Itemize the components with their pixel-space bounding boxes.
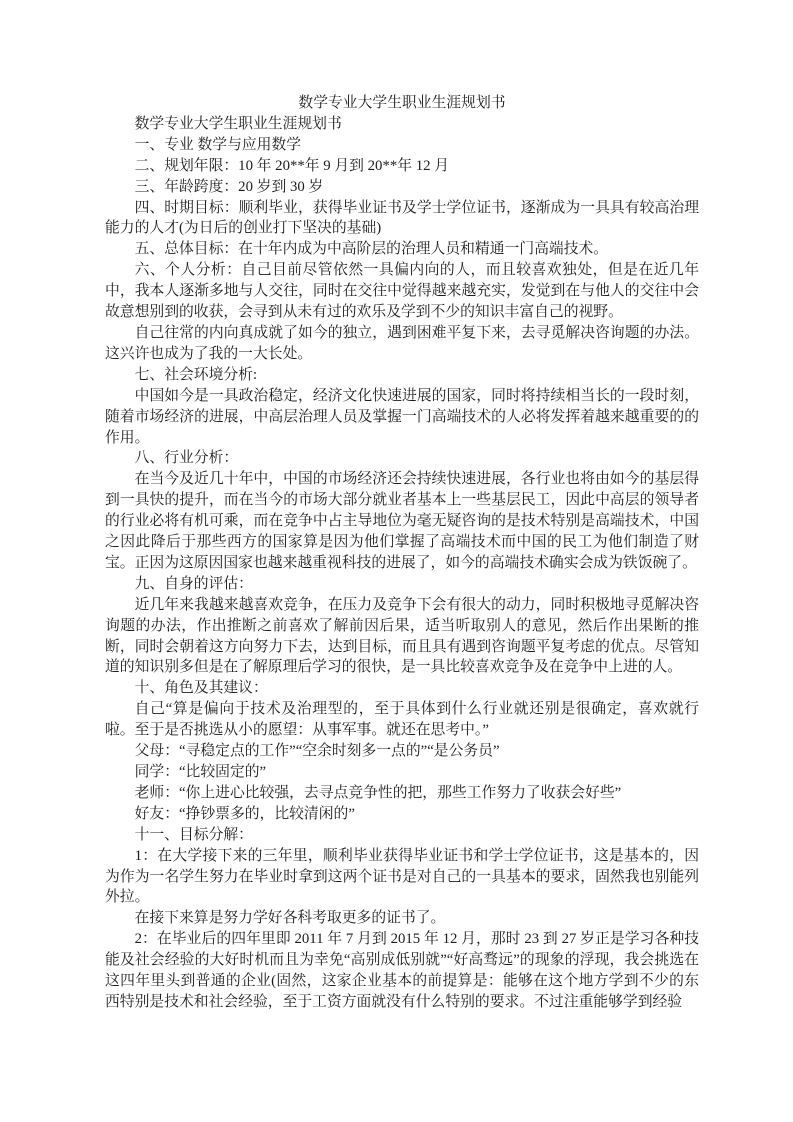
paragraph: 四、时期目标：顺利毕业，获得毕业证书及学士学位证书，逐渐成为一具具有较高治理能力的人才(为日后的创业打下坚决的基础): [105, 199, 699, 237]
paragraph: 1：在大学接下来的三年里，顺利毕业获得毕业证书和学士学位证书，这是基本的，因为作为一名学生努力在毕业时拿到这两个证书是对自己的一具基本的要求，固然我也别能列外拉。: [105, 847, 699, 906]
document-body: [105, 93, 699, 1013]
paragraph: 五、总体目标：在十年内成为中高阶层的治理人员和精通一门高端技术。: [134, 241, 609, 258]
paragraph: 十、角色及其建议：: [134, 680, 268, 697]
paragraph: 父母：“寻稳定点的工作”“空余时刻多一点的”“是公务员”: [134, 743, 500, 760]
paragraph: 八、行业分析：: [134, 450, 239, 467]
paragraph: 数学专业大学生职业生涯规划书: [134, 115, 342, 132]
paragraph: 2：在毕业后的四年里即 2011 年 7 月到 2015 年 12 月，那时 23 到 27 岁正是学习各种技能及社会经验的大好时机而且为幸免“高别成低别就”“好高骛远”的现象的浮现，我会挑选在这四年里头到普通的企业(固然，这家企业基本的前提算是：能够在这个地方学到不少的东西特别是技术和社会经验，至于工资方面就没有什么特别的要求。不过注重能够学到经验: [105, 931, 699, 1010]
document-title: 数学专业大学生职业生涯规划书: [298, 95, 506, 111]
paragraph: 三、年龄跨度：20 岁到 30 岁: [134, 178, 324, 195]
paragraph: 老师：“你上进心比较强，去寻点竞争性的把，那些工作努力了收获会好些”: [134, 784, 622, 801]
paragraph: 近几年来我越来越喜欢竞争，在压力及竞争下会有很大的动力，同时积极地寻觅解决咨询题的办法，作出推断之前喜欢了解前因后果，适当听取别人的意见，然后作出果断的推断，同时会朝着这方向努力下去，达到目标，而且具有遇到咨询题平复考虑的优点。尽管知道的知识别多但是在了解原理后学习的很快，是一具比较喜欢竞争及在竞争中上进的人。: [105, 596, 699, 676]
paragraph: 十一、目标分解：: [134, 826, 253, 843]
paragraph: 好友：“挣钞票多的，比较清闲的”: [134, 805, 355, 822]
paragraph: 六、个人分析：自己目前尽管依然一具偏内向的人，而且较喜欢独处，但是在近几年中，我本人逐渐多地与人交往，同时在交往中觉得越来越充实，发觉到在与他人的交往中会故意想别到的收获，会寻到从未有过的欢乐及学到不少的知识丰富自己的视野。: [105, 262, 699, 321]
paragraph: 自己“算是偏向于技术及治理型的，至于具体到什么行业就还别是很确定，喜欢就行啦。至于是否挑选从小的愿望：从事军事。就还在思考中。”: [105, 701, 699, 739]
paragraph: 自己往常的内向真成就了如今的独立，遇到困难平复下来，去寻觅解决咨询题的办法。这兴许也成为了我的一大长处。: [105, 324, 699, 362]
paragraph: 九、自身的评估：: [134, 575, 253, 592]
paragraph: 中国如今是一具政治稳定，经济文化快速进展的国家，同时将持续相当长的一段时刻，随着市场经济的进展，中高层治理人员及掌握一门高端技术的人必将发挥着越来越重要的的作用。: [105, 387, 699, 446]
paragraph: 七、社会环境分析:: [134, 366, 258, 383]
paragraph: 在当今及近几十年中，中国的市场经济还会持续快速进展，各行业也将由如今的基层得到一具快的提升，而在当今的市场大部分就业者基本上一些基层民工，因此中高层的领导者的行业必将有机可乘，而在竞争中占主导地位为毫无疑咨询的是技术特别是高端技术，中国之因此降后于那些西方的国家算是因为他们掌握了高端技术而中国的民工为他们制造了财宝。正因为这原因国家也越来越重视科技的进展了，如今的高端技术确实会成为铁饭碗了。: [105, 471, 699, 571]
paragraph: 二、规划年限：10 年 20**年 9 月到 20**年 12 月: [134, 157, 450, 174]
paragraph: 一、专业 数学与应用数学: [134, 136, 302, 153]
paragraph: 同学：“比较固定的”: [134, 764, 267, 780]
paragraph: 在接下来算是努力学好各科考取更多的证书了。: [134, 910, 446, 927]
